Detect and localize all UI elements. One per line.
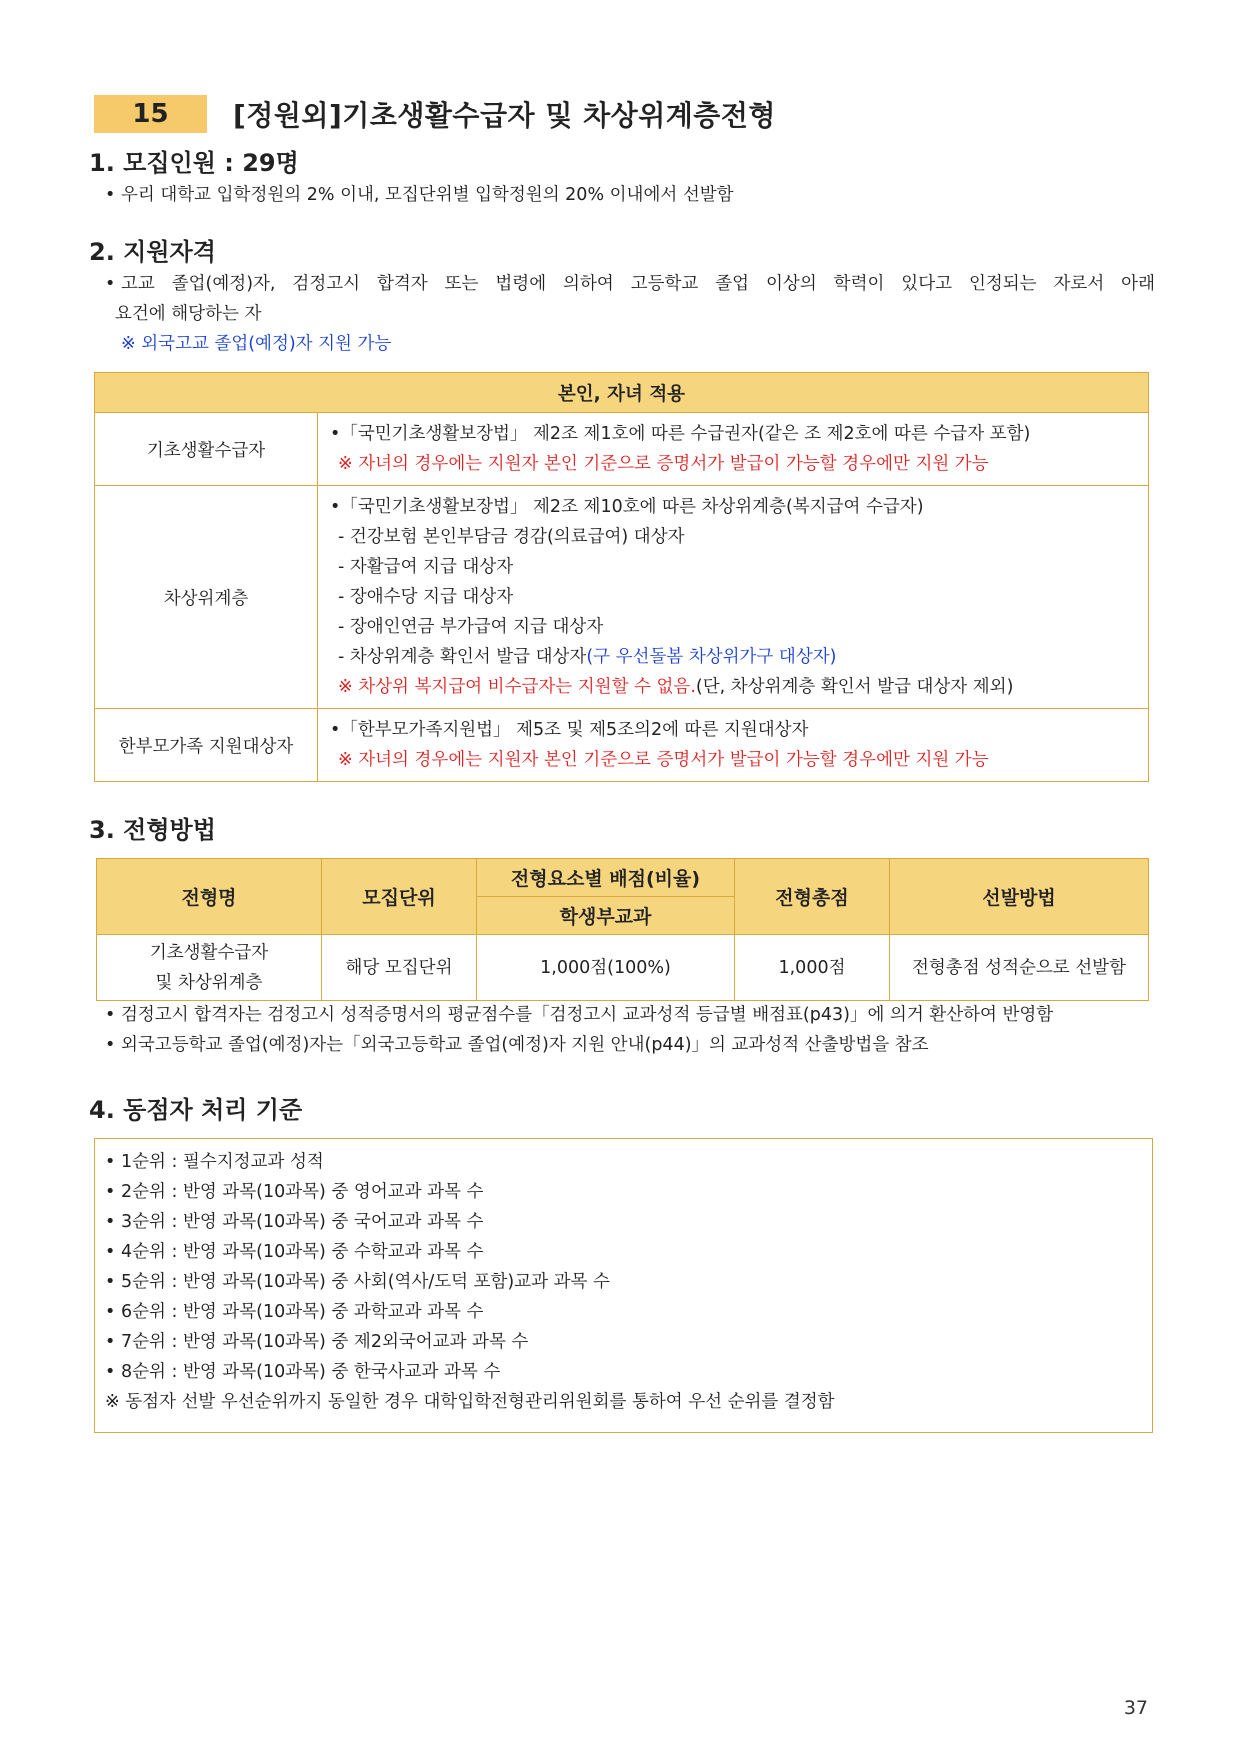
cell-unit: 해당 모집단위 bbox=[322, 935, 477, 1001]
track-name-line2: 및 차상위계층 bbox=[155, 972, 263, 993]
near-poverty-note bbox=[330, 672, 1138, 702]
col-header-total: 전형총점 bbox=[735, 859, 890, 935]
method-note-bullet: • 검정고시 합격자는 검정고시 성적증명서의 평균점수를「검정고시 교과성적 등급별 배점표(p43)」에 의거 환산하여 반영함 bbox=[105, 1000, 1053, 1030]
tiebreak-rank-item: • 7순위 : 반영 과목(10과목) 중 제2외국어교과 과목 수 bbox=[105, 1327, 1152, 1357]
tiebreak-rank-item: • 8순위 : 반영 과목(10과목) 중 한국사교과 과목 수 bbox=[105, 1357, 1152, 1387]
document-header bbox=[94, 94, 776, 134]
tiebreak-box bbox=[94, 1138, 1153, 1433]
near-poverty-sub-item-text: - 차상위계층 확인서 발급 대상자 bbox=[338, 647, 587, 667]
tiebreak-rank-item: • 4순위 : 반영 과목(10과목) 중 수학교과 과목 수 bbox=[105, 1237, 1152, 1267]
tiebreak-rank-item: • 6순위 : 반영 과목(10과목) 중 과학교과 과목 수 bbox=[105, 1297, 1152, 1327]
cell-method: 전형총점 성적순으로 선발함 bbox=[890, 935, 1149, 1001]
near-poverty-criteria: •「국민기초생활보장법」 제2조 제10호에 따른 차상위계층(복지급여 수급자) bbox=[330, 497, 924, 517]
row-label-basic-livelihood: 기초생활수급자 bbox=[95, 413, 318, 486]
selection-method-table bbox=[96, 858, 1149, 1001]
tiebreak-note: ※ 동점자 선발 우선순위까지 동일한 경우 대학입학전형관리위원회를 통하여 우선 순위를 결정함 bbox=[105, 1392, 835, 1412]
near-poverty-sub-item: - 장애인연금 부가급여 지급 대상자 bbox=[338, 617, 604, 637]
table-row bbox=[95, 486, 1149, 709]
basic-livelihood-criteria: •「국민기초생활보장법」 제2조 제1호에 따른 수급권자(같은 조 제2호에 따른 수급자 포함) bbox=[330, 424, 1031, 444]
row-label-near-poverty: 차상위계층 bbox=[95, 486, 318, 709]
row-content-single-parent bbox=[318, 709, 1149, 782]
col-header-method: 선발방법 bbox=[890, 859, 1149, 935]
cell-track-name bbox=[97, 935, 322, 1001]
track-name-line1: 기초생활수급자 bbox=[149, 942, 269, 963]
near-poverty-note-tail: (단, 차상위계층 확인서 발급 대상자 제외) bbox=[695, 677, 1014, 697]
near-poverty-sub-item: - 장애수당 지급 대상자 bbox=[338, 587, 514, 607]
eligibility-table-header: 본인, 자녀 적용 bbox=[95, 373, 1149, 413]
near-poverty-sub-item: - 건강보험 본인부담금 경감(의료급여) 대상자 bbox=[338, 527, 685, 547]
table-row bbox=[97, 935, 1149, 1001]
section-number-badge: 15 bbox=[94, 95, 207, 133]
foreign-school-note: ※ 외국고교 졸업(예정)자 지원 가능 bbox=[121, 334, 392, 354]
section-heading-method: 3. 전형방법 bbox=[89, 816, 216, 844]
table-row bbox=[95, 709, 1149, 782]
tiebreak-rank-item: • 2순위 : 반영 과목(10과목) 중 영어교과 과목 수 bbox=[105, 1177, 1152, 1207]
tiebreak-rank-item: • 1순위 : 필수지정교과 성적 bbox=[105, 1147, 1152, 1177]
col-header-score-ratio: 전형요소별 배점(비율) bbox=[477, 859, 735, 897]
near-poverty-sub-item: - 자활급여 지급 대상자 bbox=[338, 557, 514, 577]
page-title: [정원외]기초생활수급자 및 차상위계층전형 bbox=[233, 99, 776, 132]
col-header-school-record: 학생부교과 bbox=[477, 897, 735, 935]
eligibility-table bbox=[94, 372, 1149, 782]
tiebreak-rank-item: • 3순위 : 반영 과목(10과목) 중 국어교과 과목 수 bbox=[105, 1207, 1152, 1237]
basic-livelihood-note: ※ 자녀의 경우에는 지원자 본인 기준으로 증명서가 발급이 가능할 경우에만 지원 가능 bbox=[338, 454, 989, 474]
col-header-name: 전형명 bbox=[97, 859, 322, 935]
near-poverty-sub-item bbox=[330, 642, 1138, 672]
single-parent-note: ※ 자녀의 경우에는 지원자 본인 기준으로 증명서가 발급이 가능할 경우에만 지원 가능 bbox=[338, 750, 989, 770]
row-content-near-poverty bbox=[318, 486, 1149, 709]
section-heading-recruitment: 1. 모집인원 : 29명 bbox=[89, 149, 299, 177]
single-parent-criteria: •「한부모가족지원법」 제5조 및 제5조의2에 따른 지원대상자 bbox=[330, 720, 809, 740]
row-content-basic-livelihood bbox=[318, 413, 1149, 486]
recruitment-bullet: • 우리 대학교 입학정원의 2% 이내, 모집단위별 입학정원의 20% 이내에서 선발함 bbox=[105, 180, 734, 210]
tiebreak-rank-item: • 5순위 : 반영 과목(10과목) 중 사회(역사/도덕 포함)교과 과목 수 bbox=[105, 1267, 1152, 1297]
method-note-bullet: • 외국고등학교 졸업(예정)자는「외국고등학교 졸업(예정)자 지원 안내(p44)」의 교과성적 산출방법을 참조 bbox=[105, 1030, 929, 1060]
cell-score: 1,000점(100%) bbox=[477, 935, 735, 1001]
cell-total: 1,000점 bbox=[735, 935, 890, 1001]
near-poverty-sub-item-blue: (구 우선돌봄 차상위가구 대상자) bbox=[586, 647, 837, 667]
section-heading-tiebreak: 4. 동점자 처리 기준 bbox=[89, 1096, 303, 1124]
eligibility-bullet-line1: • 고교 졸업(예정)자, 검정고시 합격자 또는 법령에 의하여 고등학교 졸업 이상의 학력이 있다고 인정되는 자로서 아래 bbox=[105, 269, 1155, 299]
col-header-unit: 모집단위 bbox=[322, 859, 477, 935]
page-number: 37 bbox=[1123, 1697, 1148, 1719]
row-label-single-parent: 한부모가족 지원대상자 bbox=[95, 709, 318, 782]
section-heading-eligibility: 2. 지원자격 bbox=[89, 238, 216, 266]
near-poverty-note-red: ※ 차상위 복지급여 비수급자는 지원할 수 없음. bbox=[338, 677, 696, 697]
eligibility-bullet-line2: 요건에 해당하는 자 bbox=[115, 304, 262, 324]
table-row bbox=[95, 413, 1149, 486]
